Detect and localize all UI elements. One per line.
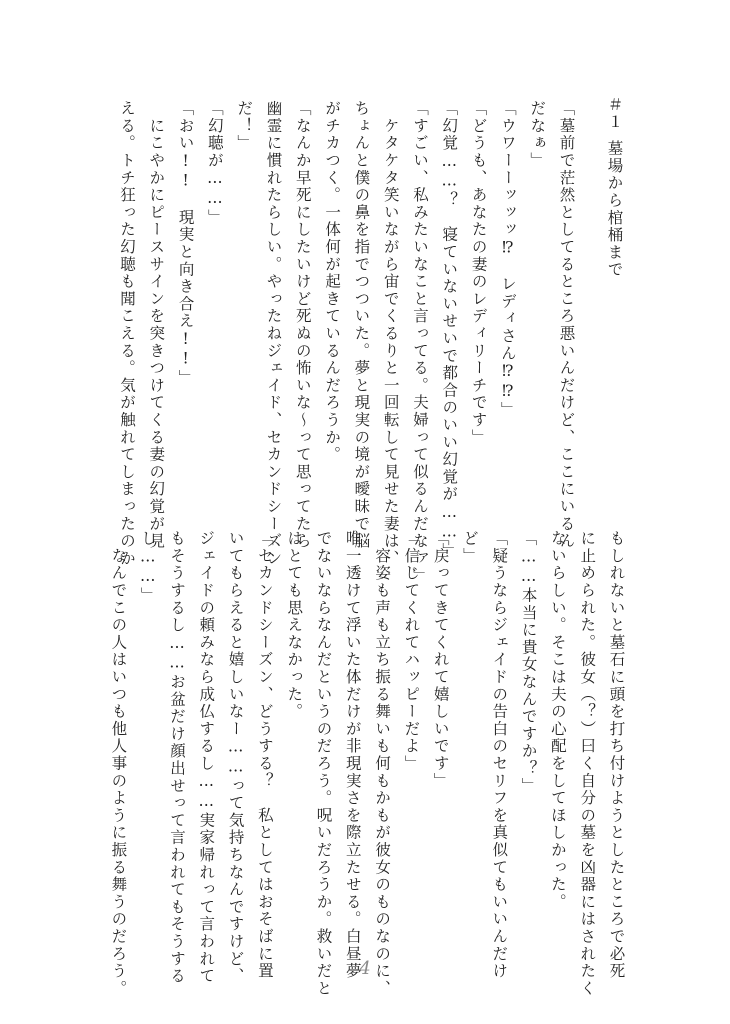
text-column: 「ウワーーッッッ⁉ レディさん⁉⁉」	[498, 100, 517, 419]
text-column: える。トチ狂った幻聴も聞こえる。気が触れてしまったのか	[118, 100, 136, 568]
text-column: にこやかにピースサインを突きつけてくる妻の幻覚が見	[147, 100, 166, 550]
text-column: に止められた。彼女（？）曰く自分の墓を凶器にはされたく	[578, 530, 597, 998]
text-column: ジェイドの頼みなら成仏するし……実家帰れって言われて	[197, 530, 216, 985]
chapter-title: 墓場から棺桶まで	[605, 140, 624, 279]
text-column: 「戻ってきてくれて嬉しいです」	[431, 530, 450, 790]
text-column: 「幻聴が……」	[205, 100, 224, 227]
text-column: もしれないと墓石に頭を打ち付けようとしたところで必死	[607, 530, 626, 980]
text-column: し……」	[138, 530, 157, 605]
text-column: 幽霊に慣れたらしい。やったねジェイド、セカンドシーズン	[264, 100, 283, 568]
text-column: だ！」	[235, 100, 254, 152]
text-column: ちょんと僕の鼻を指でつついた。夢と現実の境が曖昧で脳	[352, 100, 371, 550]
text-column: もそうするし……お盆だけ顔出せって言われてもそうする	[168, 530, 186, 985]
text-column: ど」	[461, 530, 479, 565]
text-column: ケタケタ笑いながら宙でくるりと一回転して見せた妻は、	[381, 100, 400, 568]
text-column: 「すごい、私みたいなこと言ってる。夫婦って似るんだなァ」	[411, 100, 429, 585]
text-column: 「どうも、あなたの妻のレディリーチです」	[469, 100, 488, 446]
text-column: 「墓前で茫然としてるところ悪いんだけど、ここにいるん	[557, 100, 576, 550]
text-column: でないならなんだというのだろう。呪いだろうか。救いだと	[314, 530, 333, 998]
text-column: 「疑うならジェイドの告白のセリフを真似てもいいんだけ	[490, 530, 509, 980]
text-column: だなぁ」	[528, 100, 547, 170]
text-column: 「幻覚……？ 寝ていないせいで都合のいい幻覚が……」	[440, 100, 459, 560]
chapter-number: ＃１	[605, 96, 624, 131]
text-column: 「セカンドシーズン、どうする？ 私としてはおそばに置	[255, 530, 274, 980]
text-column: なんでこの人はいつも他人事のように振る舞うのだろう。	[109, 530, 128, 998]
text-column: 容姿も声も立ち振る舞いも何もかもが彼女のものなのに、	[373, 530, 392, 998]
text-column: 唯一透けて浮いた体だけが非現実さを際立たせる。白昼夢	[343, 530, 362, 980]
text-column: がチカつく。一体何が起きているんだろうか。	[323, 100, 342, 464]
text-column: 「……本当に貴女なんですか？」	[519, 530, 538, 795]
text-column: ないらしい。そこは夫の心配をしてほしかった。	[548, 530, 567, 911]
text-column: 「なんか早死にしたいけど死ぬの怖いな〜って思ってたら	[293, 100, 312, 550]
text-column: 「信じてくれてハッピーだよ」	[402, 530, 421, 773]
text-column: はとても思えなかった。	[285, 530, 304, 721]
text-column: いてもらえると嬉しいなー……って気持ちなんですけど、	[226, 530, 245, 985]
text-column: 「おい!! 現実と向き合え!!」	[176, 100, 195, 387]
page-number: 4	[359, 958, 371, 979]
